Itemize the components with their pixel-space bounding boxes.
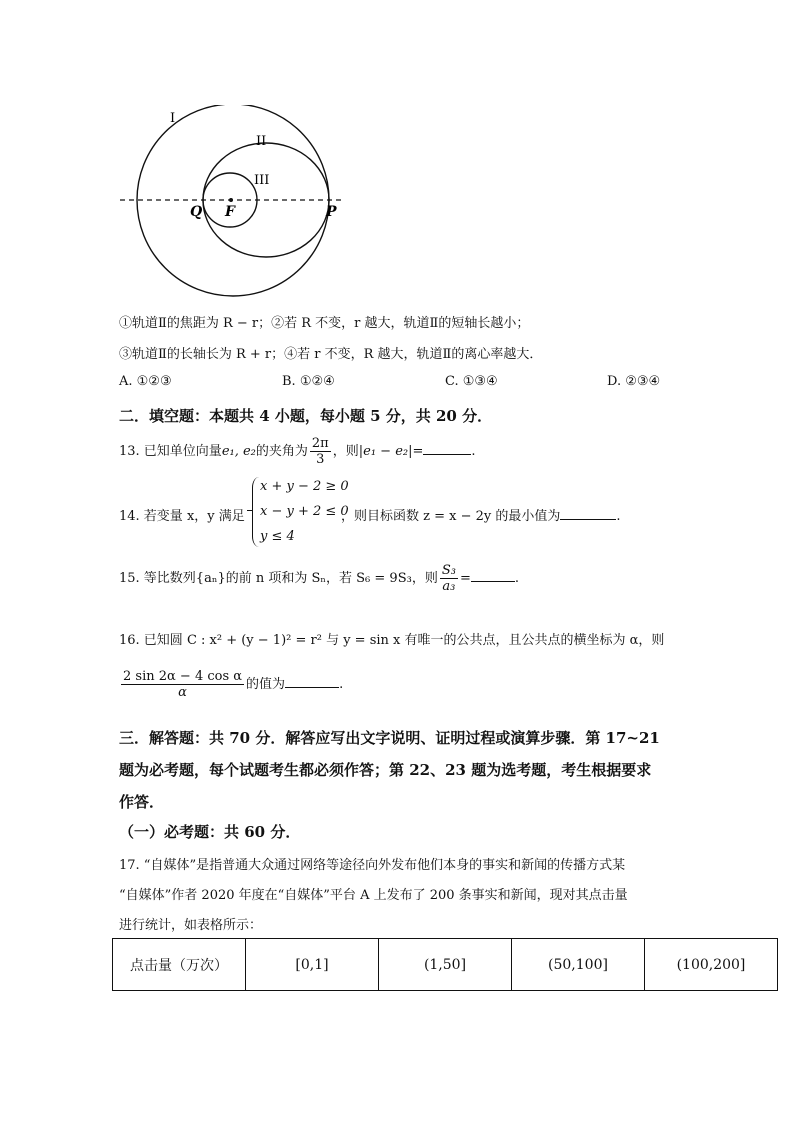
table-header-cell: (100,200] bbox=[645, 939, 778, 991]
focus-point bbox=[229, 198, 233, 202]
q15-fraction bbox=[440, 563, 458, 594]
q16-line-2 bbox=[119, 669, 343, 700]
q16-suffix: 的值为 bbox=[246, 677, 286, 692]
q17-line-1: 17. “自媒体”是指普通大众通过网络等途径向外发布他们本身的事实和新闻的传播方式某 bbox=[119, 858, 626, 873]
q13-prefix: 13. 已知单位向量 bbox=[119, 444, 222, 459]
question-15 bbox=[119, 563, 519, 594]
point-f-label: F bbox=[225, 204, 235, 220]
q17-line-3: 进行统计，如表格所示： bbox=[119, 918, 263, 933]
orbit-two-label: II bbox=[256, 134, 267, 149]
q16-line-1: 16. 已知圆 C : x² + (y − 1)² = r² 与 y = sin x 有唯一的公共点，且公共点的横坐标为 α，则 bbox=[119, 633, 665, 648]
q14-tail bbox=[341, 505, 621, 524]
q13-vectors: e₁, e₂ bbox=[221, 444, 256, 459]
click-stats-table bbox=[112, 938, 778, 991]
q13-answer-blank[interactable] bbox=[423, 440, 471, 455]
q14-end: . bbox=[616, 509, 621, 524]
q15-prefix: 15. 等比数列{aₙ}的前 n 项和为 Sₙ，若 S₆ = 9S₃，则 bbox=[119, 571, 438, 586]
q16-denominator: α bbox=[178, 685, 187, 700]
q14-suffix: ，则目标函数 z = x − 2y 的最小值为 bbox=[341, 509, 561, 524]
q13-suffix: ，则 bbox=[332, 444, 359, 459]
orbit-one-label: I bbox=[170, 111, 176, 126]
q14-constraint-3: y ≤ 4 bbox=[260, 529, 295, 544]
q12-statement-line-1: ①轨道Ⅱ的焦距为 R − r；②若 R 不变，r 越大，轨道Ⅱ的短轴长越小； bbox=[119, 316, 530, 331]
q15-answer-blank[interactable] bbox=[471, 567, 515, 582]
question-13 bbox=[119, 436, 476, 467]
q14-prefix: 14. 若变量 x，y 满足 bbox=[119, 509, 245, 524]
q12-option-d: D. ②③④ bbox=[607, 374, 661, 389]
q17-line-2: “自媒体”作者 2020 年度在“自媒体”平台 A 上发布了 200 条事实和新闻，现对其点击量 bbox=[119, 888, 628, 903]
table-row bbox=[113, 939, 778, 991]
section-two-heading: 二．填空题：本题共 4 小题，每小题 5 分，共 20 分． bbox=[119, 407, 493, 425]
q16-end: . bbox=[339, 677, 344, 692]
q14-constraint-2: x − y + 2 ≤ 0 bbox=[260, 504, 349, 519]
section-three-heading-line-3: 作答． bbox=[119, 793, 165, 811]
q13-end: . bbox=[471, 444, 476, 459]
q13-equals: = bbox=[412, 444, 424, 459]
q13-angle-numerator: 2π bbox=[311, 436, 329, 451]
q15-denominator: a₃ bbox=[442, 579, 456, 594]
q12-option-a: A. ①②③ bbox=[119, 374, 172, 389]
required-questions-heading: （一）必考题：共 60 分． bbox=[119, 823, 301, 841]
q12-statement-line-2: ③轨道Ⅱ的长轴长为 R + r；④若 r 不变，R 越大，轨道Ⅱ的离心率越大． bbox=[119, 347, 543, 362]
section-three-heading-line-1: 三．解答题：共 70 分．解答应写出文字说明、证明过程或演算步骤．第 17~21 bbox=[119, 729, 660, 747]
section-three-heading-line-2: 题为必考题，每个试题考生都必须作答；第 22、23 题为选考题，考生根据要求 bbox=[119, 761, 652, 779]
q14-answer-blank[interactable] bbox=[560, 505, 616, 520]
q12-option-c: C. ①③④ bbox=[445, 374, 498, 389]
table-header-cell: 点击量（万次） bbox=[113, 939, 246, 991]
table-header-cell: [0,1] bbox=[246, 939, 379, 991]
q13-angle-fraction bbox=[310, 436, 331, 467]
q13-expression: |e₁ − e₂| bbox=[358, 444, 413, 459]
q12-option-b: B. ①②④ bbox=[282, 374, 335, 389]
q13-middle: 的夹角为 bbox=[255, 444, 308, 459]
q14-constraint-1: x + y − 2 ≥ 0 bbox=[260, 479, 349, 494]
q13-angle-denominator: 3 bbox=[316, 452, 325, 467]
q15-equals: = bbox=[459, 571, 471, 586]
point-q-label: Q bbox=[190, 204, 203, 220]
point-p-label: P bbox=[326, 204, 337, 220]
orbit-figure bbox=[110, 105, 360, 305]
table-header-cell: (1,50] bbox=[379, 939, 512, 991]
q16-answer-blank[interactable] bbox=[285, 673, 339, 688]
orbit-three-label: III bbox=[254, 173, 270, 188]
table-header-cell: (50,100] bbox=[512, 939, 645, 991]
q14-brace bbox=[252, 477, 259, 547]
q15-end: . bbox=[514, 571, 519, 586]
q16-numerator: 2 sin 2α − 4 cos α bbox=[123, 669, 243, 684]
q15-numerator: S₃ bbox=[441, 563, 456, 578]
q16-fraction bbox=[121, 669, 244, 700]
